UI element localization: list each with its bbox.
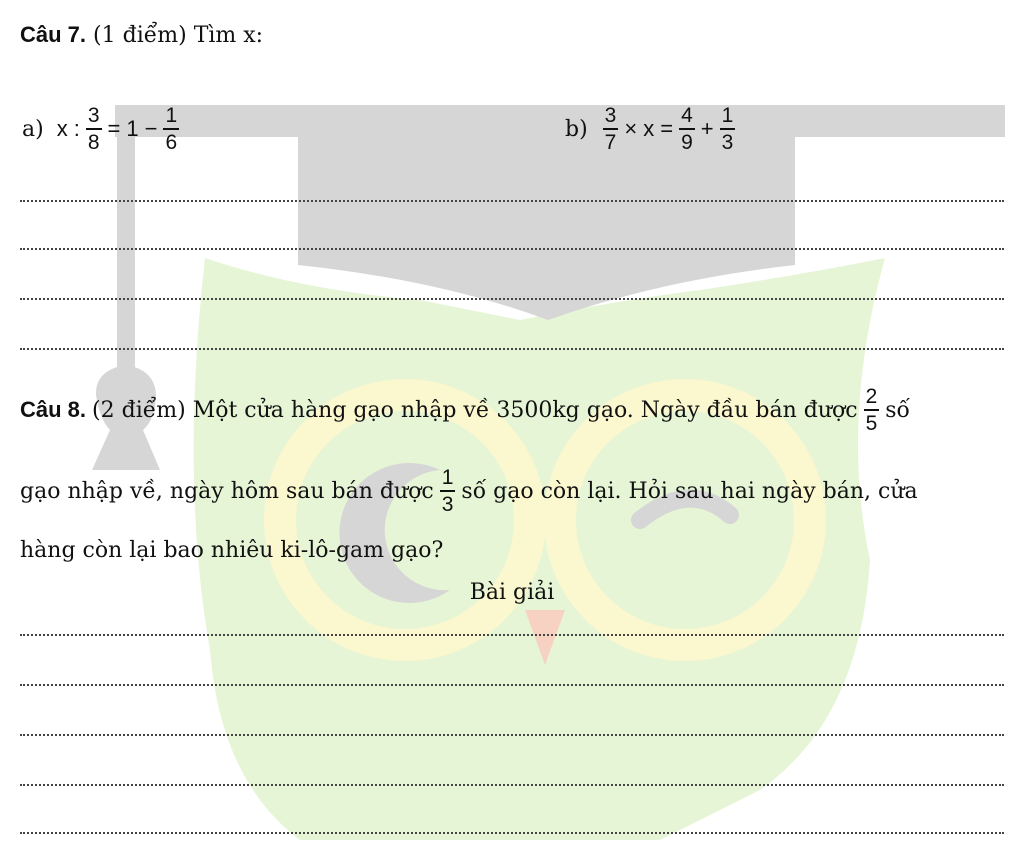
q7b-f1-denominator: 7	[603, 128, 619, 154]
q7-answer-line	[20, 200, 1004, 202]
q7a-equals: =	[107, 116, 121, 142]
q8-f1-numerator: 2	[865, 385, 878, 408]
q8-answer-line	[20, 684, 1004, 686]
q7b-variable: x	[643, 116, 655, 142]
q8-f2-denominator: 3	[440, 490, 456, 516]
q7a-fraction-2	[163, 104, 179, 154]
q8-line-1	[20, 385, 910, 435]
q7a-prefix: a)	[22, 116, 44, 142]
q7a-f1-denominator: 8	[86, 128, 102, 154]
q7b-fraction-1	[603, 104, 619, 154]
solution-title: Bài giải	[469, 580, 555, 605]
q8-label: Câu 8.	[20, 397, 87, 423]
q7b-f2-numerator: 4	[681, 104, 693, 127]
q8-line1-text: (2 điểm) Một cửa hàng gạo nhập về 3500kg gạo. Ngày đầu bán được	[92, 397, 858, 423]
q8-line3-text: hàng còn lại bao nhiêu ki-lô-gam gạo?	[20, 538, 444, 563]
q7b-fraction-2	[679, 104, 695, 154]
q7a-f1-numerator: 3	[87, 104, 100, 127]
q7-text: (1 điểm) Tìm x:	[93, 23, 264, 48]
q8-line2-start: gạo nhập về, ngày hôm sau bán được	[20, 478, 434, 504]
q7b-f3-denominator: 3	[720, 128, 736, 154]
q8-line-3	[20, 538, 443, 563]
q7a-op2: −	[144, 116, 158, 142]
q7-answer-line	[20, 348, 1004, 350]
q7-heading	[20, 22, 263, 48]
q7a-f2-numerator: 1	[165, 104, 178, 127]
q8-fraction-2	[440, 466, 456, 516]
q7b-f2-denominator: 9	[679, 128, 695, 154]
q8-f2-numerator: 1	[441, 466, 454, 489]
q8-answer-line	[20, 634, 1004, 636]
q8-answer-line	[20, 832, 1004, 834]
q8-line2-end: số gạo còn lại. Hỏi sau hai ngày bán, cửa	[461, 478, 918, 504]
q7b-op1: ×	[624, 116, 638, 142]
q8-line-2	[20, 466, 918, 516]
q8-answer-line	[20, 784, 1004, 786]
q7b-equals: =	[660, 116, 674, 142]
q7-answer-line	[20, 248, 1004, 250]
q7b-prefix: b)	[565, 116, 588, 142]
q7b-f1-numerator: 3	[604, 104, 617, 127]
q7-answer-line	[20, 298, 1004, 300]
q8-f1-denominator: 5	[864, 409, 880, 435]
q7b-op2: +	[700, 116, 714, 142]
q7a-op1: :	[73, 116, 80, 142]
q8-answer-line	[20, 734, 1004, 736]
q7a-f2-denominator: 6	[163, 128, 179, 154]
q8-fraction-1	[864, 385, 880, 435]
q7b-fraction-3	[720, 104, 736, 154]
q7a-variable: x	[56, 116, 68, 142]
q7a-one: 1	[126, 116, 139, 142]
q7b-f3-numerator: 1	[721, 104, 734, 127]
q7a-fraction-1	[86, 104, 102, 154]
q7-equation-b	[565, 104, 738, 154]
q7-equation-a	[22, 104, 182, 154]
q7-label: Câu 7.	[20, 22, 87, 47]
q8-line1-end: số	[885, 397, 911, 423]
